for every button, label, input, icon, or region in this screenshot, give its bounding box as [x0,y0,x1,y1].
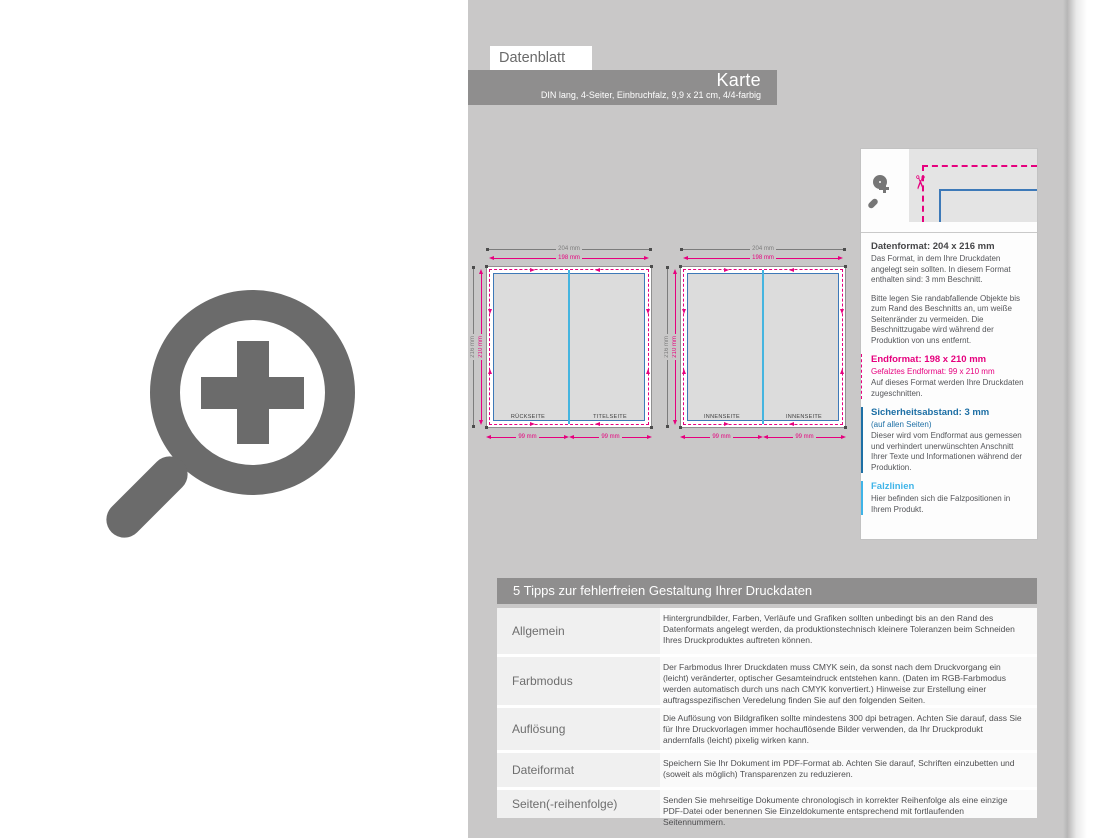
row-text: Senden Sie mehrseitige Dokumente chronologisch in korrekter Reihenfolge als eine einzige PDF-Datei oder benennen Sie Einzeldokumente entsprechend mit fortlaufenden Seitennummern. [660,790,1037,818]
datenblatt-tab: Datenblatt [490,46,592,70]
panel-label-right: INNENSEITE [785,414,822,420]
falzlinien-body: Hier befinden sich die Falzpositionen in Ihrem Produkt. [871,494,1011,514]
table-row [497,753,1037,787]
dim-datenformat-width: 204 mm [486,246,652,252]
table-row [497,608,1037,654]
row-label: Seiten(-reihenfolge) [497,790,660,818]
sicherheitsabstand-line [939,189,1037,191]
row-text: Der Farbmodus Ihrer Druckdaten muss CMYK sein, da sonst nach dem Druckvorgang ein (leicht) veränderter, optischer Gesamteindruck entstehen kann. (Daten im RGB-Farbmodus werden automatisch durch uns nach CMYK konvertiert.) Hinweise zur Erstellung einer auftragsspezifischen Veredelung finden Sie auf den folgenden Seiten. [660,657,1037,705]
plus-vertical [237,341,269,444]
tips-table-header: 5 Tipps zur fehlerfreien Gestaltung Ihrer Druckdaten [497,578,1037,604]
technical-drawing-outside [470,246,656,452]
dim-right-half: 99 mm [569,434,652,440]
falzlinien-title: Falzlinien [871,481,915,492]
dim-datenformat-width: 204 mm [680,246,846,252]
page-title: Karte [716,70,761,90]
endformat-title: Endformat: 198 x 210 mm [871,354,987,365]
datenformat-body: Das Format, in dem Ihre Druckdaten angelegt sein sollten. In diesem Format enthalten sind: 3 mm Beschnitt. [871,254,1011,284]
sheet-edge-shadow [1063,0,1087,838]
row-label: Auflösung [497,708,660,750]
bleed-preview [861,149,1037,233]
row-label: Allgemein [497,608,660,654]
endformat-body: Auf dieses Format werden Ihre Druckdaten zugeschnitten. [871,378,1024,398]
datenformat-body2: Bitte legen Sie randabfallende Objekte bis zum Rand des Beschnitts an, um weiße Seitenränder zu vermeiden. Die Beschnittzugabe wird während der Produktion von uns entfernt. [871,293,1020,345]
dim-endformat-width: 198 mm [489,255,649,261]
datenformat-title: Datenformat: 204 x 216 mm [871,241,995,252]
dim-right-half: 99 mm [763,434,846,440]
dim-datenformat-height: 216 mm [664,266,670,428]
table-row [497,708,1037,750]
technical-drawing-inside [664,246,850,452]
endformat-subtitle: Gefalztes Endformat: 99 x 210 mm [871,367,995,376]
card-outline [680,266,846,428]
falzlinie [762,270,764,424]
dim-endformat-height: 210 mm [672,269,678,425]
dim-endformat-width: 198 mm [683,255,843,261]
panel-label-left: RÜCKSEITE [510,414,546,420]
zoom-plus-icon[interactable] [150,290,355,495]
tips-table [497,608,1037,827]
panel-label-left: INNENSEITE [703,414,740,420]
section-sicherheitsabstand [861,407,1027,473]
dim-endformat-height: 210 mm [478,269,484,425]
row-text: Hintergrundbilder, Farben, Verläufe und Grafiken sollten unbedingt bis an den Rand des Datenformats angelegt werden, da produktionstechnisch kleinere Toleranzen beim Schneiden Ihres Druckproduktes auftreten können. [660,608,1037,654]
scissors-icon: ✂ [908,174,930,191]
dim-left-half: 99 mm [680,434,763,440]
row-label: Farbmodus [497,657,660,705]
row-label: Dateiformat [497,753,660,787]
section-endformat [861,354,1027,399]
magnifier-handle [867,197,879,209]
panel-label-right: TITELSEITE [593,414,627,420]
format-info-panel [860,148,1038,540]
info-content [861,233,1037,515]
table-row [497,790,1037,827]
title-bar [468,70,777,105]
sicherheitsabstand-subtitle: (auf allen Seiten) [871,420,932,429]
row-text: Die Auflösung von Bildgrafiken sollte mindestens 300 dpi betragen. Achten Sie darauf, dass Sie für Ihre Druckvorlagen immer hochauflösende Bilder verwenden, da Ihr Druckprodukt andernfalls (leicht) pixelig wirken kann. [660,708,1037,750]
zoom-plus-icon-small[interactable] [871,175,901,211]
table-row [497,657,1037,705]
plus-vertical [883,183,886,193]
bleed-corner-diagram [909,149,1037,222]
dim-left-half: 99 mm [486,434,569,440]
falzlinie [568,270,570,424]
sicherheitsabstand-line [939,189,941,222]
section-datenformat [871,241,1027,346]
endformat-dashed-line [922,165,1037,167]
page-subtitle: DIN lang, 4-Seiter, Einbruchfalz, 9,9 x 21 cm, 4/4-farbig [540,90,761,100]
dim-datenformat-height: 216 mm [470,266,476,428]
section-falzlinien [861,481,1027,515]
sicherheitsabstand-body: Dieser wird vom Endformat aus gemessen und verhindert unerwünschten Anschnitt Ihrer Texte und Informationen während der Produktion. [871,431,1023,472]
row-text: Speichern Sie Ihr Dokument im PDF-Format ab. Achten Sie darauf, Schriften einzubetten und (soweit als möglich) Transparenzen zu reduzieren. [660,753,1037,787]
sicherheitsabstand-title: Sicherheitsabstand: 3 mm [871,407,990,418]
card-outline [486,266,652,428]
magnifier-handle [99,449,195,545]
